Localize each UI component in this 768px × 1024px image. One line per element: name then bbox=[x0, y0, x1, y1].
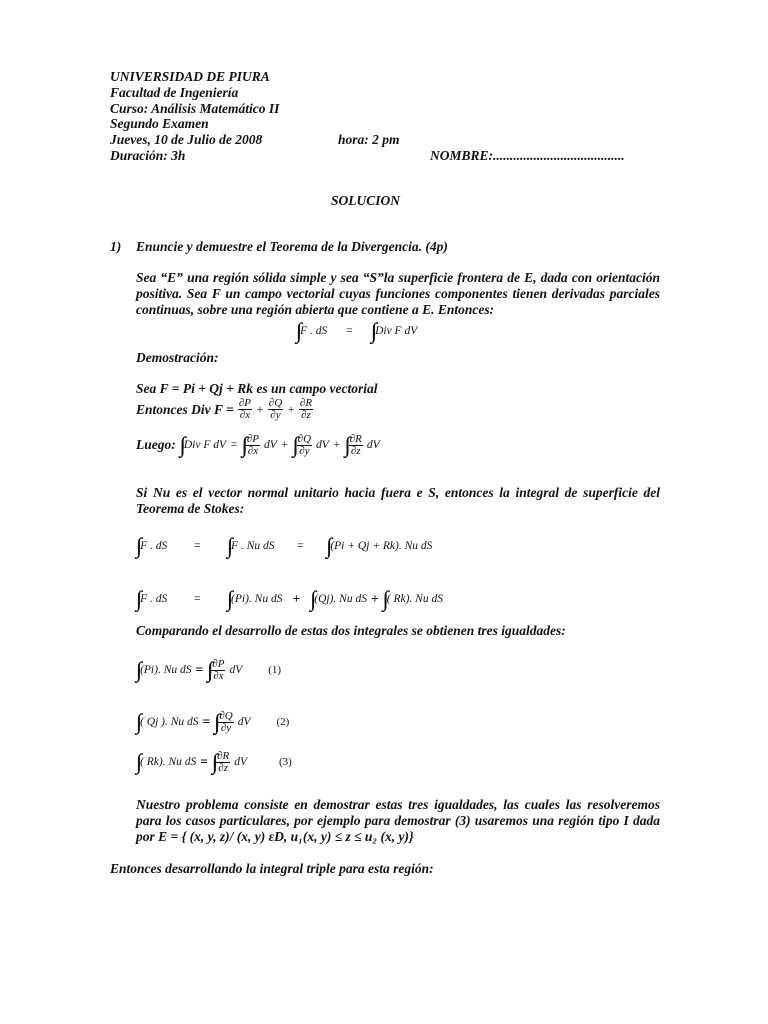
theorem-equals: = bbox=[345, 325, 353, 337]
header-exam: Segundo Examen bbox=[110, 116, 209, 131]
equality-3: ∫∫ ( Rk). Nu dS = ∫∫∫ $\frac{\partial R}{\partial z}$ dV (3) bbox=[136, 749, 292, 774]
compare-paragraph: Comparando el desarrollo de estas dos integrales se obtienen tres igualdades: bbox=[136, 623, 566, 638]
theorem-paragraph: Sea “E” una región sólida simple y sea “S”la superficie frontera de E, dada con orientación positiva. Sea F un campo vectorial cuyas funciones componentes tienen derivadas parciales continuas, sobre una región abierta que contiene a E. Entonces: bbox=[136, 270, 660, 317]
field-definition: Sea F = Pi + Qj + Rk es un campo vectorial bbox=[136, 381, 378, 396]
header-time: hora: 2 pm bbox=[338, 132, 400, 147]
theorem-lhs: F . dS bbox=[300, 325, 328, 337]
luego-formula: Luego: ∫∫∫ Div F dV = ∫∫∫ $\frac{\partial P}{\partial x}$ dV + ∫∫∫ $\frac{\partial Q}{\partial y}$ dV + ∫∫∫ $\frac{\partial R}{\partial z}$ dV bbox=[136, 432, 380, 457]
fraction-dp-dx: $\frac{\partial P}{\partial x}$ bbox=[238, 397, 251, 421]
surface-integral-line-1: ∫∫ F . dS = ∫∫ F . Nu dS = ∫∫ (Pi + Qj + Rk). Nu dS bbox=[136, 533, 433, 558]
demo-label: Demostración: bbox=[136, 350, 219, 365]
header-university: UNIVERSIDAD DE PIURA bbox=[110, 69, 270, 84]
theorem-formula bbox=[296, 318, 417, 344]
normal-vector-paragraph: Si Nu es el vector normal unitario hacia fuera e S, entonces la integral de superficie del Teorema de Stokes: bbox=[136, 485, 660, 516]
problem-paragraph: Nuestro problema consiste en demostrar estas tres igualdades, las cuales las resolveremos para los casos particulares, por ejemplo para demostrar (3) usaremos una región tipo I dada por E = { (x, y, z)/ (x, y) εD, u₁(x, y) ≤ z ≤ u₂ (x, y)} bbox=[136, 797, 660, 844]
theorem-rhs: Div F dV bbox=[375, 325, 418, 337]
divergence-formula: Entonces Div F = $\frac{\partial P}{\partial x}$ + $\frac{\partial Q}{\partial y}$ + $\frac{\partial R}{\partial z}$ bbox=[136, 397, 313, 421]
closing-paragraph: Entonces desarrollando la integral triple para esta región: bbox=[110, 861, 434, 876]
page-title: SOLUCION bbox=[331, 193, 401, 208]
equality-1: ∫∫ (Pi). Nu dS = ∫∫∫ $\frac{\partial P}{\partial x}$ dV (1) bbox=[136, 657, 282, 682]
surface-integral-line-2: ∫∫ F . dS = ∫∫ (Pi). Nu dS + ∫∫ (Qj). Nu dS + ∫∫ ( Rk). Nu dS bbox=[136, 586, 443, 611]
header-date: Jueves, 10 de Julio de 2008 bbox=[110, 132, 263, 147]
div-label: Entonces Div F = bbox=[136, 401, 234, 417]
fraction-dq-dy: $\frac{\partial Q}{\partial y}$ bbox=[268, 397, 283, 421]
luego-label: Luego: bbox=[136, 437, 176, 452]
equation-number-3: (3) bbox=[279, 756, 292, 768]
header-course: Curso: Análisis Matemático II bbox=[110, 101, 280, 116]
header-duration: Duración: 3h bbox=[110, 148, 186, 163]
equation-number-1: (1) bbox=[268, 664, 282, 676]
question-statement: Enuncie y demuestre el Teorema de la Divergencia. (4p) bbox=[136, 239, 448, 254]
equality-2: ∫∫ ( Qj ). Nu dS = ∫∫∫ $\frac{\partial Q}{\partial y}$ dV (2) bbox=[136, 709, 290, 734]
fraction-dr-dz: $\frac{\partial R}{\partial z}$ bbox=[299, 397, 313, 421]
header-faculty: Facultad de Ingeniería bbox=[110, 85, 239, 100]
question-number: 1) bbox=[110, 239, 122, 254]
equation-number-2: (2) bbox=[276, 716, 290, 728]
header-name-field: NOMBRE:....................................... bbox=[430, 148, 625, 163]
